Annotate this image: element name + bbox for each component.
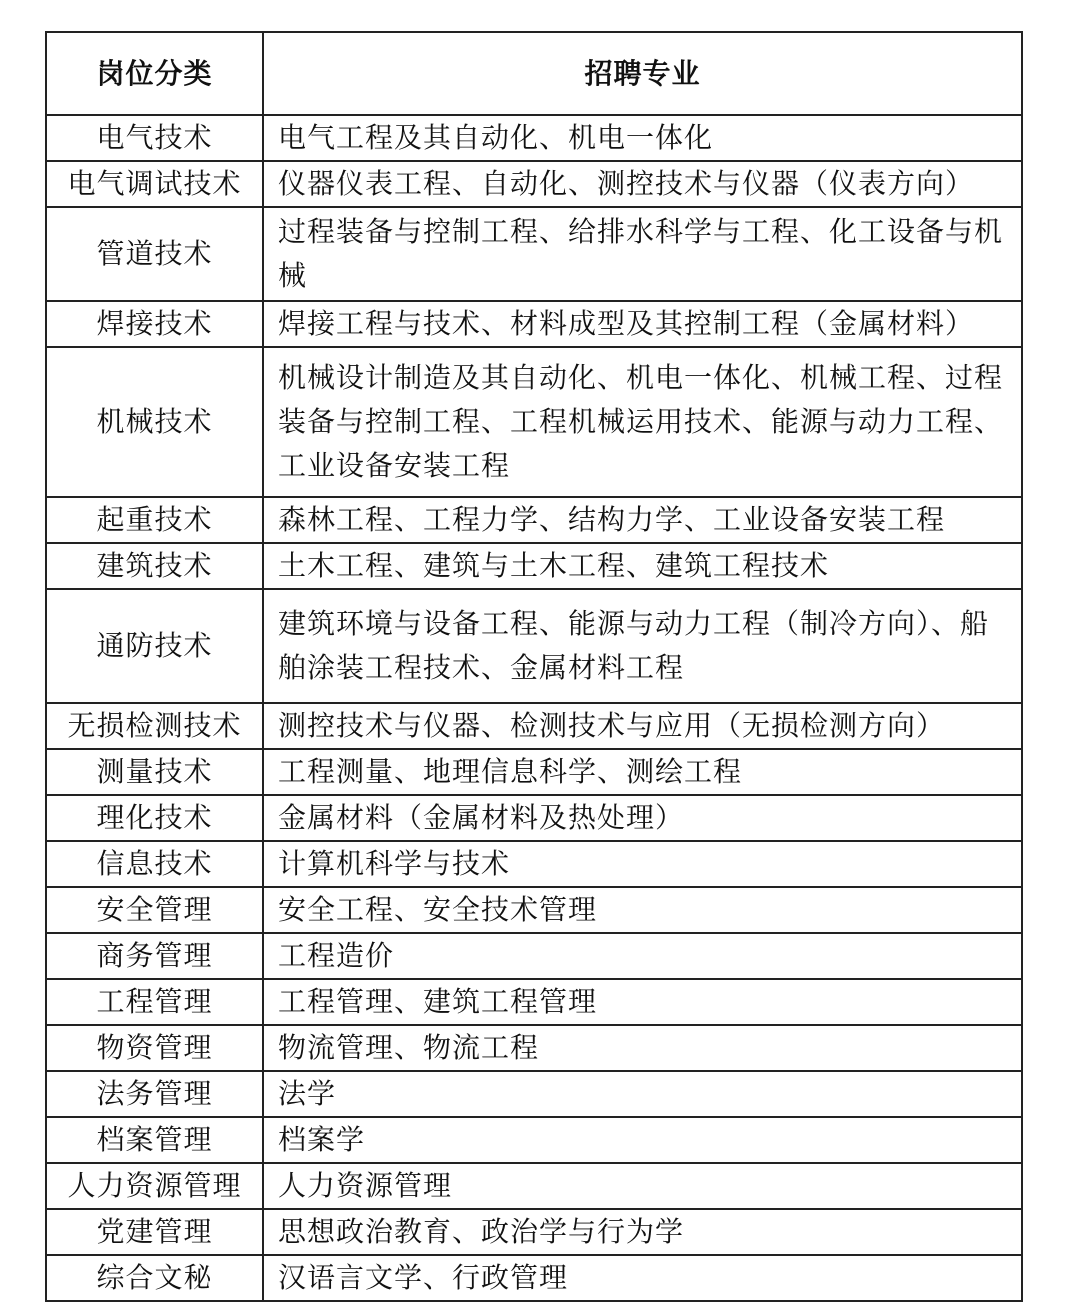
majors-cell: 工程管理、建筑工程管理 — [263, 979, 1022, 1025]
category-cell: 法务管理 — [46, 1071, 263, 1117]
table-row — [46, 115, 1022, 161]
category-cell: 人力资源管理 — [46, 1163, 263, 1209]
table-row — [46, 1163, 1022, 1209]
table-row — [46, 749, 1022, 795]
majors-cell: 焊接工程与技术、材料成型及其控制工程（金属材料） — [263, 301, 1022, 347]
majors-cell: 机械设计制造及其自动化、机电一体化、机械工程、过程装备与控制工程、工程机械运用技术、能源与动力工程、工业设备安装工程 — [263, 347, 1022, 497]
category-cell: 安全管理 — [46, 887, 263, 933]
majors-cell: 汉语言文学、行政管理 — [263, 1255, 1022, 1301]
majors-cell: 档案学 — [263, 1117, 1022, 1163]
table-row — [46, 1025, 1022, 1071]
table-row — [46, 301, 1022, 347]
majors-cell: 人力资源管理 — [263, 1163, 1022, 1209]
category-cell: 工程管理 — [46, 979, 263, 1025]
category-cell: 档案管理 — [46, 1117, 263, 1163]
majors-cell: 过程装备与控制工程、给排水科学与工程、化工设备与机械 — [263, 207, 1022, 301]
majors-cell: 测控技术与仪器、检测技术与应用（无损检测方向） — [263, 703, 1022, 749]
majors-cell: 仪器仪表工程、自动化、测控技术与仪器（仪表方向） — [263, 161, 1022, 207]
category-cell: 建筑技术 — [46, 543, 263, 589]
majors-cell: 工程造价 — [263, 933, 1022, 979]
table-row — [46, 795, 1022, 841]
category-cell: 无损检测技术 — [46, 703, 263, 749]
table-row — [46, 933, 1022, 979]
category-cell: 管道技术 — [46, 207, 263, 301]
table-row — [46, 979, 1022, 1025]
majors-cell: 工程测量、地理信息科学、测绘工程 — [263, 749, 1022, 795]
header-majors: 招聘专业 — [263, 32, 1022, 115]
table-row — [46, 347, 1022, 497]
table-row — [46, 497, 1022, 543]
table-body — [46, 115, 1022, 1301]
table-row — [46, 703, 1022, 749]
table-header-row — [46, 32, 1022, 115]
table-row — [46, 1255, 1022, 1301]
table-row — [46, 589, 1022, 703]
table-row — [46, 1209, 1022, 1255]
majors-cell: 建筑环境与设备工程、能源与动力工程（制冷方向）、船舶涂装工程技术、金属材料工程 — [263, 589, 1022, 703]
majors-cell: 法学 — [263, 1071, 1022, 1117]
table-row — [46, 887, 1022, 933]
majors-cell: 电气工程及其自动化、机电一体化 — [263, 115, 1022, 161]
table-row — [46, 1117, 1022, 1163]
table-row — [46, 543, 1022, 589]
table-row — [46, 207, 1022, 301]
majors-cell: 物流管理、物流工程 — [263, 1025, 1022, 1071]
category-cell: 综合文秘 — [46, 1255, 263, 1301]
category-cell: 信息技术 — [46, 841, 263, 887]
category-cell: 商务管理 — [46, 933, 263, 979]
recruitment-table — [45, 31, 1023, 1302]
table-row — [46, 841, 1022, 887]
majors-cell: 思想政治教育、政治学与行为学 — [263, 1209, 1022, 1255]
category-cell: 理化技术 — [46, 795, 263, 841]
category-cell: 焊接技术 — [46, 301, 263, 347]
category-cell: 测量技术 — [46, 749, 263, 795]
table-row — [46, 1071, 1022, 1117]
category-cell: 机械技术 — [46, 347, 263, 497]
majors-cell: 安全工程、安全技术管理 — [263, 887, 1022, 933]
table-row — [46, 161, 1022, 207]
category-cell: 电气调试技术 — [46, 161, 263, 207]
category-cell: 电气技术 — [46, 115, 263, 161]
majors-cell: 森林工程、工程力学、结构力学、工业设备安装工程 — [263, 497, 1022, 543]
majors-cell: 金属材料（金属材料及热处理） — [263, 795, 1022, 841]
category-cell: 通防技术 — [46, 589, 263, 703]
category-cell: 党建管理 — [46, 1209, 263, 1255]
category-cell: 物资管理 — [46, 1025, 263, 1071]
majors-cell: 计算机科学与技术 — [263, 841, 1022, 887]
header-category: 岗位分类 — [46, 32, 263, 115]
majors-cell: 土木工程、建筑与土木工程、建筑工程技术 — [263, 543, 1022, 589]
category-cell: 起重技术 — [46, 497, 263, 543]
